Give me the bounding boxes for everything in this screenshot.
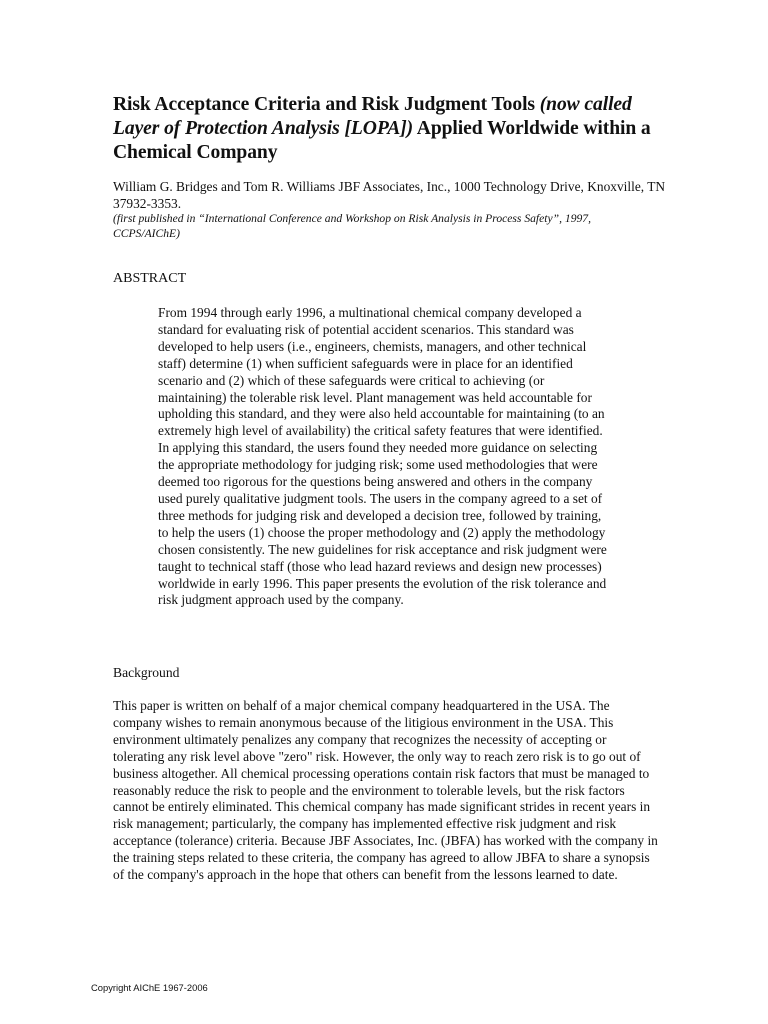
background-paragraph: This paper is written on behalf of a major chemical company headquartered in the USA. The company wishes to remain anonymous because of the litigious environment in the USA. This environment ultimately penalizes any company that recognizes the necessity of accepting or tolerating any risk level above "zero" risk. However, the only way to reach zero risk is to go out of business altogether. All chemical processing operations contain risk factors that must be managed to reasonably reduce the risk to people and the environment to tolerable levels, but the risk factors cannot be entirely eliminated. This chemical company has made significant strides in recent years in risk management; particularly, the company has implemented effective risk judgment and risk acceptance (tolerance) criteria. Because JBF Associates, Inc. (JBFA) has worked with the company in the training steps related to these criteria, the company has agreed to allow JBFA to share a synopsis of the company's approach in the hope that others can benefit from the lessons learned to date. [113,698,658,883]
title-continuation: Applied Worldwide within a Chemical Company [113,118,651,163]
abstract-heading: ABSTRACT [113,271,187,286]
paper-title [113,93,673,165]
author-affiliation: William G. Bridges and Tom R. Williams JBF Associates, Inc., 1000 Technology Drive, Knoxville, TN 37932-3353. [113,179,666,211]
abstract-paragraph: From 1994 through early 1996, a multinational chemical company developed a standard for evaluating risk of potential accident scenarios. This standard was developed to help users (i.e., engineers, chemists, managers, and other technical staff) determine (1) when sufficient safeguards were in place for an identified scenario and (2) which of these safeguards were critical to achieving (or maintaining) the tolerable risk level. Plant management was held accountable for upholding this standard, and they were also held accountable for maintaining (to an extremely high level of availability) the critical safety features that were identified. In applying this standard, the users found they needed more guidance on selecting the appropriate methodology for judging risk; some used methodologies that were deemed too rigorous for the questions being answered and others in the company used purely qualitative judgment tools. The users in the company agreed to a set of three methods for judging risk and developed a decision tree, followed by training, to help the users (1) choose the proper methodology and (2) apply the methodology chosen consistently. The new guidelines for risk acceptance and risk judgment were taught to technical staff (those who lead hazard reviews and design new processes) worldwide in early 1996. This paper presents the evolution of the risk tolerance and risk judgment approach used by the company. [158,305,607,608]
background-heading: Background [113,665,180,680]
copyright-footer: Copyright AIChE 1967-2006 [91,982,208,993]
title-italic-note: (now called Layer of Protection Analysis [LOPA]) [113,94,632,139]
title-main: Risk Acceptance Criteria and Risk Judgment Tools [113,94,540,115]
publication-note: (first published in “International Conference and Workshop on Risk Analysis in Process Safety”, 1997, CCPS/AIChE) [113,212,591,240]
